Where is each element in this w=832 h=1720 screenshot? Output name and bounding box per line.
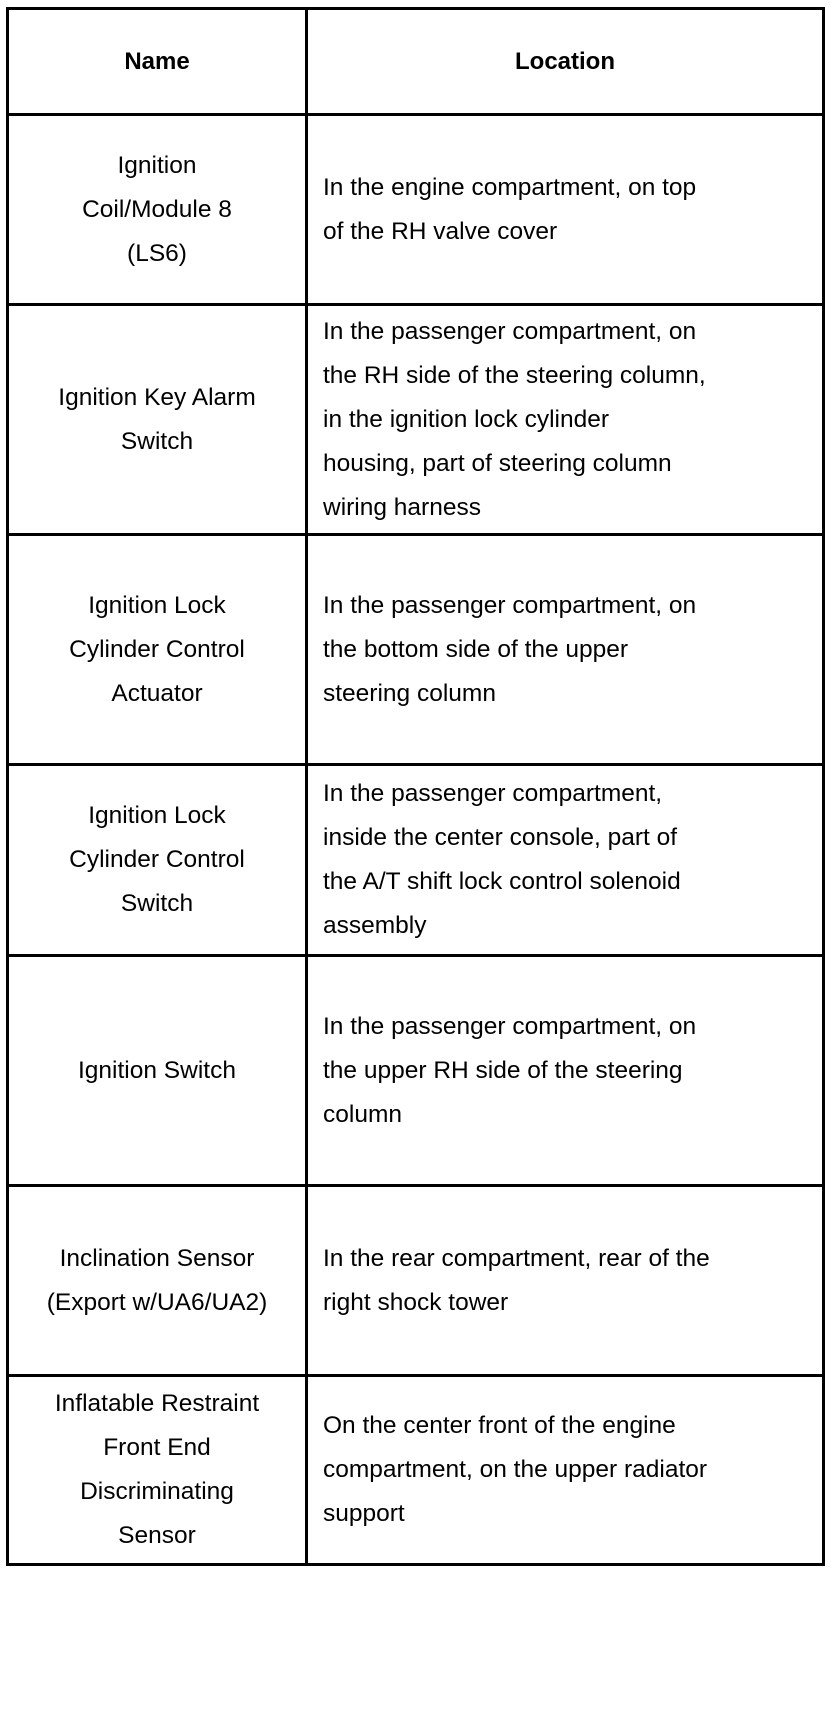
- component-location: In the passenger compartment, on the bottom side of the upper steering column: [323, 591, 697, 707]
- component-location-table: [6, 7, 825, 1566]
- component-location: In the rear compartment, rear of the right shock tower: [323, 1244, 710, 1316]
- component-location-cell: [307, 765, 824, 956]
- component-name-cell: [8, 115, 307, 305]
- component-location-cell: [307, 115, 824, 305]
- component-location: In the passenger compartment, on the upper RH side of the steering column: [323, 1012, 697, 1128]
- component-name: Ignition Lock Cylinder Control Switch: [69, 802, 245, 917]
- component-location-cell: [307, 1186, 824, 1376]
- table-row: [8, 1186, 824, 1376]
- name-column-header: Name: [8, 9, 307, 115]
- component-name: Inflatable Restraint Front End Discriminating Sensor: [54, 1390, 260, 1549]
- component-location-cell: [307, 535, 824, 765]
- table-row: [8, 305, 824, 535]
- component-name-cell: [8, 1186, 307, 1376]
- component-name-cell: [8, 1376, 307, 1565]
- component-name: Ignition Key Alarm Switch: [58, 383, 256, 455]
- table-row: [8, 956, 824, 1186]
- table-row: [8, 765, 824, 956]
- component-location: In the engine compartment, on top of the RH valve cover: [323, 173, 697, 245]
- component-name: Ignition Lock Cylinder Control Actuator: [69, 591, 245, 707]
- table-row: [8, 1376, 824, 1565]
- component-location-cell: [307, 305, 824, 535]
- table-row: [8, 115, 824, 305]
- component-name-cell: [8, 305, 307, 535]
- component-location: In the passenger compartment, on the RH side of the steering column, in the ignition lock cylinder housing, part of steering column wiring harness: [323, 317, 706, 521]
- component-name-cell: [8, 765, 307, 956]
- component-location-cell: [307, 1376, 824, 1565]
- component-name-cell: [8, 535, 307, 765]
- component-location: In the passenger compartment, inside the center console, part of the A/T shift lock control solenoid assembly: [323, 780, 681, 939]
- component-name: Inclination Sensor (Export w/UA6/UA2): [46, 1244, 268, 1316]
- component-name-cell: [8, 956, 307, 1186]
- table-row: [8, 535, 824, 765]
- table-header-row: [8, 9, 824, 115]
- component-location-cell: [307, 956, 824, 1186]
- location-column-header: Location: [307, 9, 824, 115]
- component-name: Ignition Coil/Module 8 (LS6): [82, 151, 232, 267]
- component-name: Ignition Switch: [78, 1056, 236, 1084]
- component-location: On the center front of the engine compartment, on the upper radiator support: [323, 1412, 708, 1527]
